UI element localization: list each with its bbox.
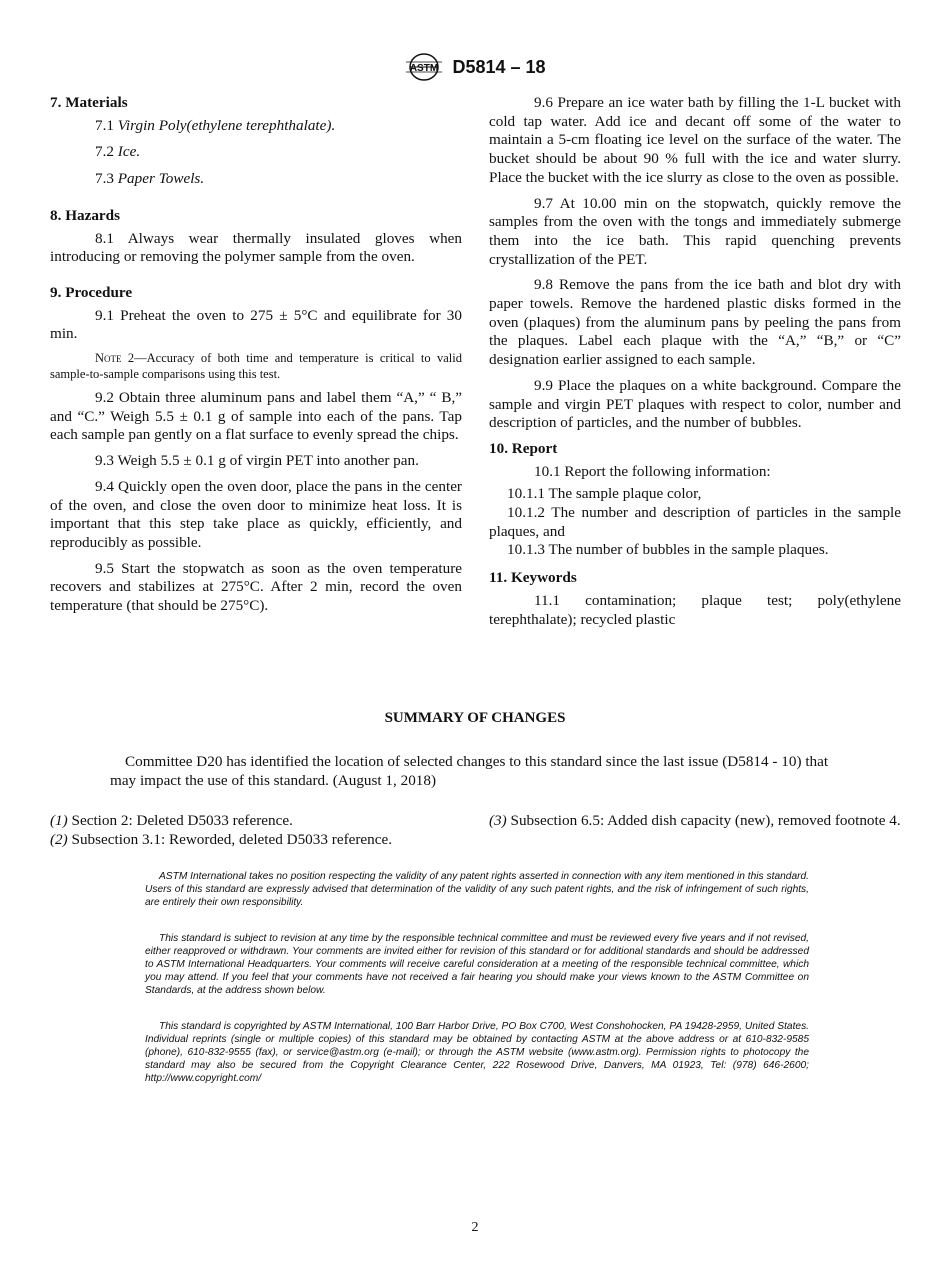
paragraph-9-5: 9.5 Start the stopwatch as soon as the oven temperature recovers and stabilizes at 275°C. After 2 min, record the oven temperature (that should be 275°C).	[50, 559, 462, 615]
paragraph-11-1: 11.1 contamination; plaque test; poly(ethylene terephthalate); recycled plastic	[489, 591, 901, 628]
left-column	[50, 94, 462, 623]
note-2: Note 2—Accuracy of both time and temperature is critical to valid sample-to-sample comparisons using this test.	[50, 351, 462, 381]
paragraph-10-1-1: 10.1.1 The sample plaque color,	[507, 485, 702, 503]
section-title-procedure: 9. Procedure	[50, 283, 133, 301]
materials-item: 7.2 Ice.	[95, 143, 141, 161]
paragraph-10-1-2: 10.1.2 The number and description of particles in the sample plaques, and	[489, 504, 901, 540]
copyright-notice: This standard is copyrighted by ASTM International, 100 Barr Harbor Drive, PO Box C700, West Conshohocken, PA 19428-2959, United States. Individual reprints (single or multiple copies) of this standard may be obtained by contacting ASTM at the above address or at 610-832-9585 (phone), 610-832-9555 (fax), or service@astm.org (e-mail); or through the ASTM website (www.astm.org). Permission rights to photocopy the standard may also be secured from the Copyright Clearance Center, 222 Rosewood Drive, Danvers, MA 01923, Tel: (978) 646-2600; http://www.copyright.com/	[145, 1021, 809, 1085]
section-title-hazards: 8. Hazards	[50, 206, 121, 224]
document-id: D5814 – 18	[452, 56, 546, 77]
change-item: (2) Subsection 3.1: Reworded, deleted D5033 reference.	[50, 831, 393, 848]
page-number: 2	[471, 1220, 479, 1235]
astm-logo-icon	[404, 52, 444, 82]
right-column	[489, 94, 901, 636]
paragraph-9-3: 9.3 Weigh 5.5 ± 0.1 g of virgin PET into another pan.	[95, 452, 419, 470]
paragraph-10-1-3: 10.1.3 The number of bubbles in the sample plaques.	[507, 541, 829, 559]
section-title-keywords: 11. Keywords	[489, 569, 577, 587]
materials-item: 7.1 Virgin Poly(ethylene terephthalate).	[95, 116, 336, 134]
section-title-materials: 7. Materials	[50, 94, 128, 111]
patent-notice: ASTM International takes no position respecting the validity of any patent rights asserted in connection with any item mentioned in this standard. Users of this standard are expressly advised that determination of the validity of any such patent rights, and the risk of infringement of such rights, are entirely their own responsibility.	[145, 871, 809, 909]
materials-item: 7.3 Paper Towels.	[95, 170, 205, 188]
changes-list-left	[50, 811, 470, 849]
paragraph-9-7: 9.7 At 10.00 min on the stopwatch, quickly remove the samples from the oven with the tongs and immediately submerge them into the ice bath. This rapid quenching prevents crystallization of the PET.	[489, 194, 901, 268]
change-item: (1) Section 2: Deleted D5033 reference.	[50, 812, 293, 829]
paragraph-9-9: 9.9 Place the plaques on a white background. Compare the sample and virgin PET plaques with respect to color, number and description of particles, and the number of bubbles.	[489, 376, 901, 432]
paragraph-9-6: 9.6 Prepare an ice water bath by filling the 1-L bucket with cold tap water. Add ice and decant off some of the water to maintain a 5-cm floating ice level on the surface of the water. The bucket should be about 90 % full with the ice and water slurry. Place the bucket with the ice slurry as close to the oven as possible.	[489, 94, 901, 186]
paragraph-9-1: 9.1 Preheat the oven to 275 ± 5°C and equilibrate for 30 min.	[50, 306, 462, 343]
summary-of-changes-title: SUMMARY OF CHANGES	[384, 710, 566, 726]
paragraph-9-2: 9.2 Obtain three aluminum pans and label them “A,” “ B,” and “C.” Weigh 5.5 ± 0.1 g of sample into each of the pans. Tap each sample pan gently on a flat surface to evenly spread the chips.	[50, 389, 462, 444]
paragraph-9-8: 9.8 Remove the pans from the ice bath and blot dry with paper towels. Remove the hardened plastic disks formed in the oven (plaques) from the aluminum pans by peeling the pans from the plaques. Label each plaque with the “A,” “B,” or “C” designation earlier assigned to each sample.	[489, 276, 901, 369]
paragraph-8-1: 8.1 Always wear thermally insulated gloves when introducing or removing the polymer sample from the oven.	[50, 229, 462, 266]
revision-notice: This standard is subject to revision at any time by the responsible technical committee and must be reviewed every five years and if not revised, either reapproved or withdrawn. Your comments are invited either for revision of this standard or for additional standards and should be addressed to ASTM International Headquarters. Your comments will receive careful consideration at a meeting of the responsible technical committee, which you may attend. If you feel that your comments have not received a fair hearing you should make your views known to the ASTM Committee on Standards, at the address shown below.	[145, 933, 809, 997]
paragraph-10-1: 10.1 Report the following information:	[534, 462, 771, 480]
changes-list-right	[489, 811, 901, 830]
summary-intro: Committee D20 has identified the location of selected changes to this standard since the last issue (D5814 - 10) that may impact the use of this standard. (August 1, 2018)	[110, 753, 829, 789]
section-title-report: 10. Report	[489, 439, 558, 457]
paragraph-9-4: 9.4 Quickly open the oven door, place the pans in the center of the oven, and close the oven door to minimize heat loss. It is important that this step take place as quickly, efficiently, and reproducibly as possible.	[50, 477, 462, 551]
change-item: (3) Subsection 6.5: Added dish capacity (new), removed footnote 4.	[489, 812, 901, 829]
svg-text:ASTM: ASTM	[410, 63, 439, 74]
page-header	[0, 52, 950, 82]
